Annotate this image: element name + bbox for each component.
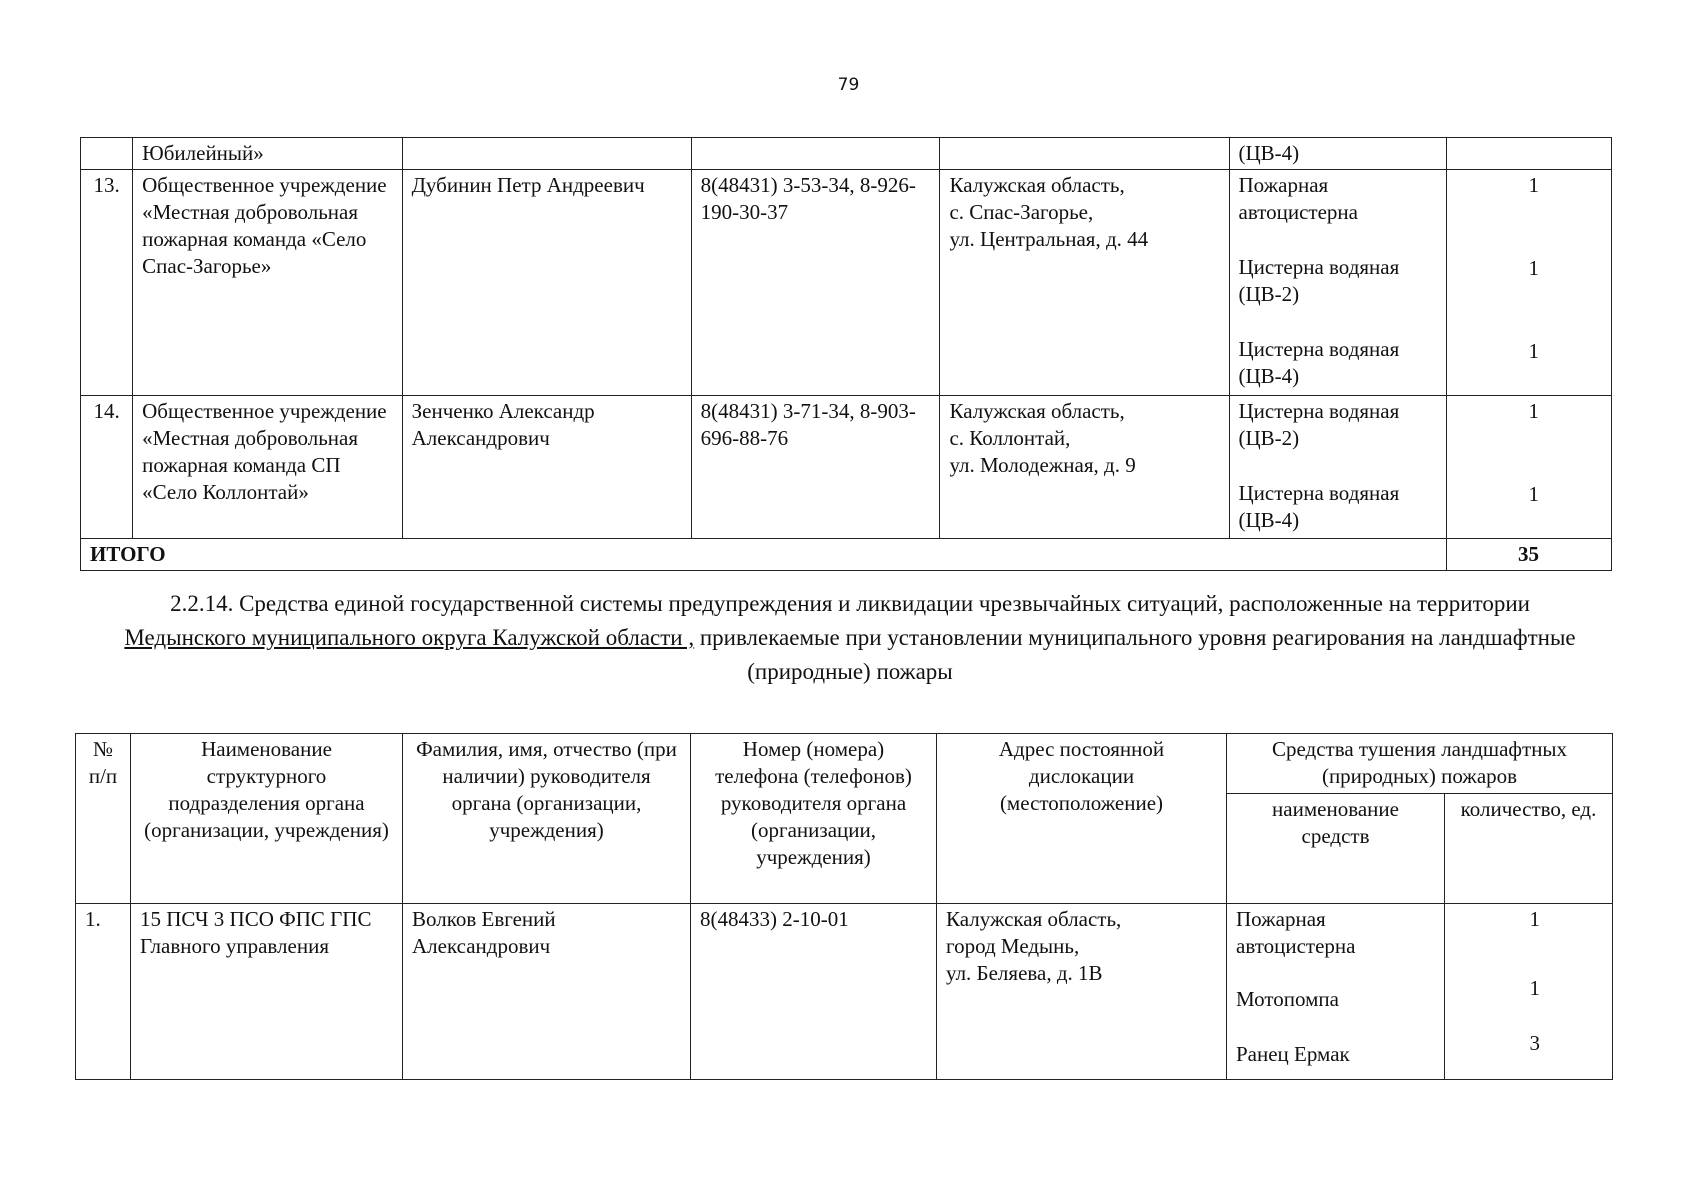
total-row xyxy=(81,539,1612,571)
phone-cell: 8(48431) 3-71-34, 8-903-696-88-76 xyxy=(691,396,940,539)
header-means-group: Средства тушения ландшафтных (природных) пожаров xyxy=(1227,734,1613,794)
fire-means-table-continued xyxy=(80,137,1612,571)
table-header-row xyxy=(76,734,1613,794)
header-address: Адрес постоянной дислокации (местоположение) xyxy=(937,734,1227,904)
means-qty-cell: 1 1 1 xyxy=(1446,170,1611,396)
address-cell: Калужская область, с. Коллонтай, ул. Молодежная, д. 9 xyxy=(940,396,1229,539)
org-name-cell: Общественное учреждение «Местная добровольная пожарная команда СП «Село Коллонтай» xyxy=(133,396,402,539)
means-name-cell: Пожарная автоцистерна Мотопомпа Ранец Ермак xyxy=(1227,904,1445,1080)
means-name-cell: Цистерна водяная (ЦВ-2) Цистерна водяная (ЦВ-4) xyxy=(1229,396,1446,539)
means-qty-cell: 1 1 xyxy=(1446,396,1611,539)
phone-cell: 8(48431) 3-53-34, 8-926-190-30-37 xyxy=(691,170,940,396)
row-number: 1. xyxy=(76,904,131,1080)
emergency-means-table xyxy=(75,733,1613,1080)
total-value: 35 xyxy=(1446,539,1611,571)
total-label: ИТОГО xyxy=(81,539,1447,571)
table-row xyxy=(81,138,1612,170)
table-row xyxy=(81,170,1612,396)
address-cell: Калужская область, город Медынь, ул. Беляева, д. 1В xyxy=(937,904,1227,1080)
org-name-cell: Общественное учреждение «Местная добровольная пожарная команда «Село Спас-Загорье» xyxy=(133,170,402,396)
table-row xyxy=(81,396,1612,539)
header-phone: Номер (номера) телефона (телефонов) руководителя органа (организации, учреждения) xyxy=(691,734,937,904)
header-means-name: наименование средств xyxy=(1227,794,1445,904)
section-title: 2.2.14. Средства единой государственной системы предупреждения и ликвидации чрезвычайных ситуаций, расположенные на территории Медынского муниципального округа Калужской области , привлекаемые при установлении муниципального уровня реагирования на ландшафтные (природные) пожары xyxy=(124,591,1576,684)
head-name-cell: Зенченко Александр Александрович xyxy=(402,396,691,539)
table-row xyxy=(76,904,1613,1080)
means-name-cell: Пожарная автоцистерна Цистерна водяная (ЦВ-2) Цистерна водяная (ЦВ-4) xyxy=(1229,170,1446,396)
header-means-qty: количество, ед. xyxy=(1445,794,1613,904)
means-qty-cell: 1 1 3 xyxy=(1445,904,1613,1080)
means-name-cell: (ЦВ-4) xyxy=(1229,138,1446,170)
address-cell: Калужская область, с. Спас-Загорье, ул. Центральная, д. 44 xyxy=(940,170,1229,396)
page-number: 79 xyxy=(837,75,860,95)
org-name-cell: 15 ПСЧ 3 ПСО ФПС ГПС Главного управления xyxy=(131,904,403,1080)
org-name-cell: Юбилейный» xyxy=(133,138,402,170)
head-name-cell: Волков Евгений Александрович xyxy=(403,904,691,1080)
header-head-name: Фамилия, имя, отчество (при наличии) руководителя органа (организации, учреждения) xyxy=(403,734,691,904)
header-num: № п/п xyxy=(76,734,131,904)
header-org-name: Наименование структурного подразделения органа (организации, учреждения) xyxy=(131,734,403,904)
municipality-name: Медынского муниципального округа Калужской области , xyxy=(124,625,695,650)
phone-cell: 8(48433) 2-10-01 xyxy=(691,904,937,1080)
row-number: 14. xyxy=(81,396,133,539)
row-number: 13. xyxy=(81,170,133,396)
head-name-cell: Дубинин Петр Андреевич xyxy=(402,170,691,396)
